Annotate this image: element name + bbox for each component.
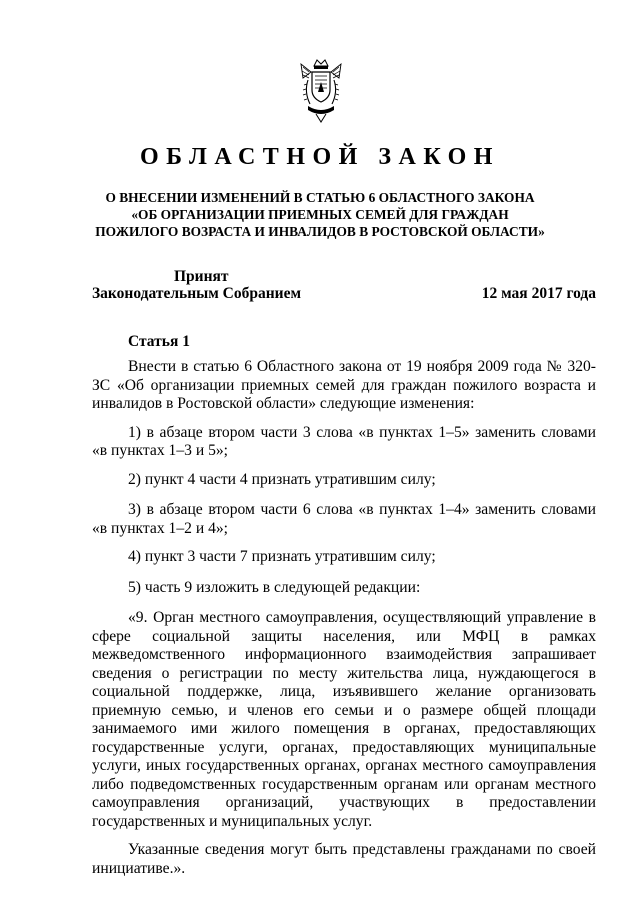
article-paragraph: 1) в абзаце втором части 3 слова «в пунктах 1–5» заменить словами «в пунктах 1–3 и 5»;: [92, 423, 596, 459]
article-paragraph: 2) пункт 4 части 4 признать утратившим силу;: [128, 470, 436, 488]
document-title: О ВНЕСЕНИИ ИЗМЕНЕНИЙ В СТАТЬЮ 6 ОБЛАСТНОГО ЗАКОНА «ОБ ОРГАНИЗАЦИИ ПРИЕМНЫХ СЕМЕЙ ДЛЯ ГРАЖДАН ПОЖИЛОГО ВОЗРАСТА И ИНВАЛИДОВ В РОСТОВСКОЙ ОБЛАСТИ»: [95, 190, 545, 239]
regional-coat-of-arms-icon: [298, 58, 344, 124]
article-paragraph: Указанные сведения могут быть представлены гражданами по своей инициативе.».: [92, 841, 596, 877]
adopting-body: Законодательным Собранием: [92, 285, 302, 302]
article-paragraph: 4) пункт 3 части 7 признать утратившим силу;: [128, 548, 436, 565]
adoption-block: [92, 268, 596, 302]
article-paragraph: Внести в статью 6 Областного закона от 19 ноября 2009 года № 320-ЗС «Об организации приемных семей для граждан пожилого возраста и инвалидов в Ростовской области» следующие изменения:: [92, 358, 596, 412]
article-heading: Статья 1: [128, 333, 190, 350]
document-type-heading: ОБЛАСТНОЙ ЗАКОН: [140, 144, 500, 170]
article-paragraph: 3) в абзаце втором части 6 слова «в пунктах 1–4» заменить словами «в пунктах 1–2 и 4»;: [92, 501, 596, 537]
article-body: [92, 358, 596, 888]
article-paragraph: 5) часть 9 изложить в следующей редакции:: [128, 578, 421, 596]
adopted-label: Принят: [174, 268, 229, 285]
adoption-date: 12 мая 2017 года: [481, 285, 596, 302]
article-paragraph: «9. Орган местного самоуправления, осуществляющий управление в сфере социальной защиты населения, или МФЦ в рамках межведомственного информационного взаимодействия запрашивает сведения о регистрации по месту жительства лица, нуждающегося в социальной поддержке, лица, изъявившего желание организовать приемную семью, и членов его семьи и о размере общей площади занимаемого ими жилого помещения в органах, предоставляющих государственные услуги, органах, предоставляющих муниципальные услуги, иных государственных органах, органах местного самоуправления либо подведомственных государственным органам или органам местного самоуправления организаций, участвующих в предоставлении государственных и муниципальных услуг.: [92, 609, 596, 830]
